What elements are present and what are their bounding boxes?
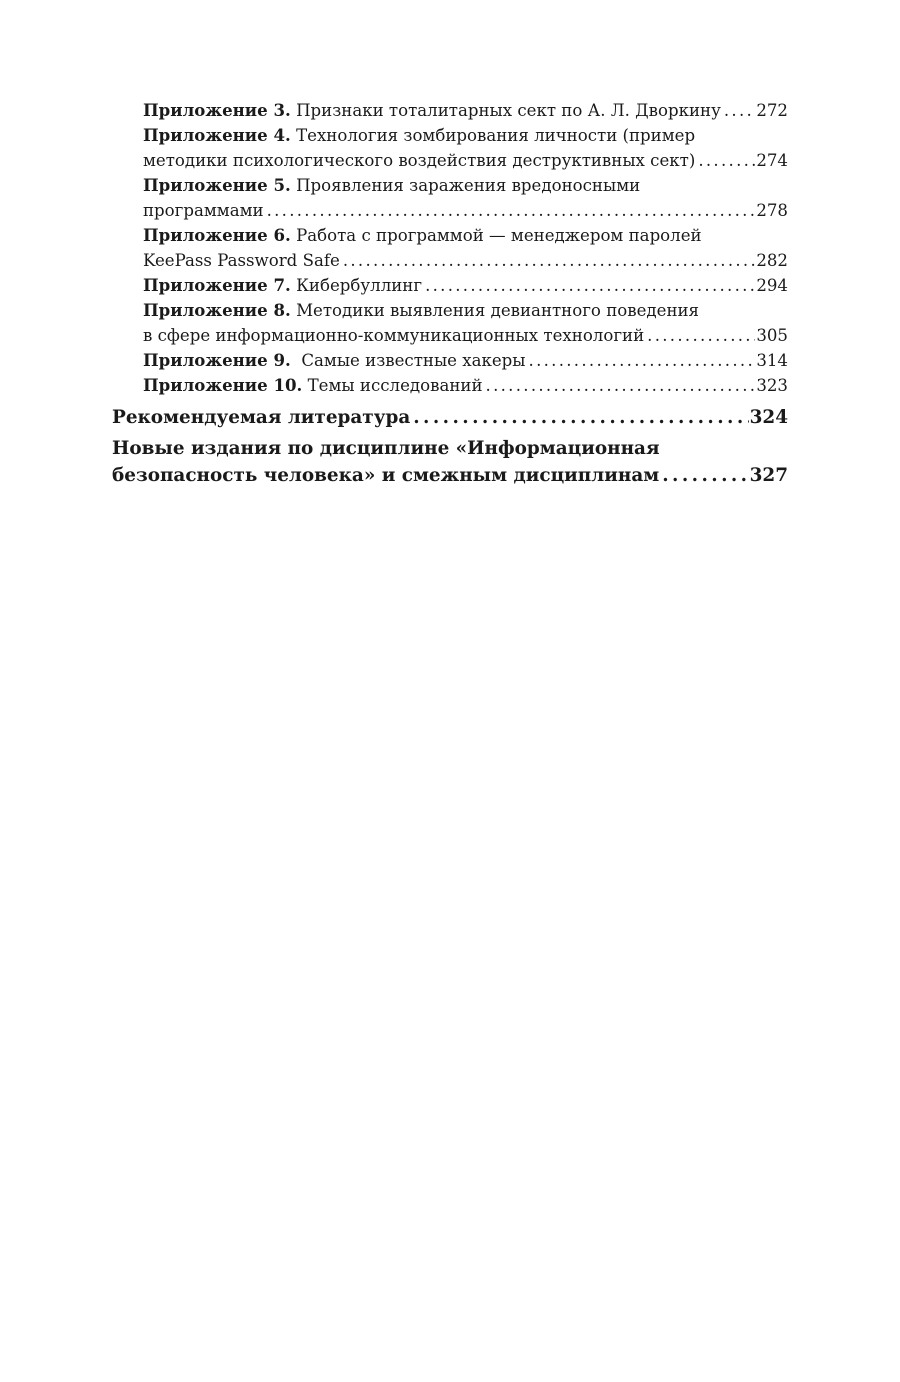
page-number: 324 (749, 407, 788, 428)
toc-line (143, 173, 788, 198)
leader-dots (529, 348, 756, 373)
section-title: Новые издания по дисциплине «Информационная (112, 438, 660, 459)
appendix-label: Приложение 6. (143, 225, 291, 245)
page-number: 272 (756, 101, 788, 120)
appendix-title-cont: программами (143, 201, 264, 220)
toc-entry-new-editions[interactable] (112, 435, 788, 489)
appendix-title: Методики выявления девиантного поведения (296, 301, 700, 320)
toc-line (143, 273, 788, 298)
leader-dots (698, 148, 755, 173)
page-number: 294 (756, 276, 788, 295)
leader-dots (724, 98, 755, 123)
appendix-label: Приложение 8. (143, 300, 291, 320)
toc-line (112, 404, 788, 431)
appendix-label: Приложение 5. (143, 175, 291, 195)
appendix-label: Приложение 4. (143, 125, 291, 145)
appendix-title-cont: KeePass Password Safe (143, 251, 340, 270)
appendix-title: Самые известные хакеры (296, 351, 526, 370)
leader-dots (662, 462, 748, 489)
appendix-label: Приложение 7. (143, 275, 291, 295)
leader-dots (413, 404, 748, 431)
toc-entry-recommended-literature[interactable] (112, 404, 788, 431)
toc-line (143, 223, 788, 248)
page-number: 274 (756, 151, 788, 170)
toc-line (143, 98, 788, 123)
page-number: 327 (749, 465, 788, 486)
toc-line (112, 462, 788, 489)
toc-line (143, 123, 788, 148)
page-number: 282 (756, 251, 788, 270)
appendix-label: Приложение 9. (143, 350, 291, 370)
page-number: 305 (756, 326, 788, 345)
appendix-title: Технология зомбирования личности (пример (296, 126, 696, 145)
toc-line (143, 248, 788, 273)
appendix-title-cont: в сфере информационно-коммуникационных технологий (143, 326, 645, 345)
appendix-label: Приложение 10. (143, 375, 303, 395)
toc-entry-appendix-9[interactable] (112, 348, 788, 373)
appendix-label: Приложение 3. (143, 100, 291, 120)
section-title: Рекомендуемая литература (112, 407, 411, 428)
page-number: 314 (756, 351, 788, 370)
toc-entry-appendix-8[interactable] (112, 298, 788, 348)
appendix-title: Проявления заражения вредоносными (296, 176, 641, 195)
appendix-title: Признаки тоталитарных сект по А. Л. Дворкину (296, 101, 721, 120)
leader-dots (486, 373, 756, 398)
page-number: 278 (756, 201, 788, 220)
page-number: 323 (756, 376, 788, 395)
section-title-cont: безопасность человека» и смежным дисциплинам (112, 465, 660, 486)
toc-line (143, 348, 788, 373)
appendix-title: Кибербуллинг (296, 276, 423, 295)
toc-entry-appendix-10[interactable] (112, 373, 788, 398)
toc-entry-appendix-5[interactable] (112, 173, 788, 223)
appendix-title: Работа с программой — менеджером паролей (296, 226, 702, 245)
leader-dots (267, 198, 756, 223)
toc-entry-appendix-7[interactable] (112, 273, 788, 298)
toc-line (143, 323, 788, 348)
leader-dots (343, 248, 756, 273)
toc-line (143, 198, 788, 223)
toc-line (143, 148, 788, 173)
toc-entry-appendix-6[interactable] (112, 223, 788, 273)
appendix-title-cont: методики психологического воздействия деструктивных сект) (143, 151, 696, 170)
toc-entry-appendix-4[interactable] (112, 123, 788, 173)
toc-line (143, 298, 788, 323)
appendix-title: Темы исследований (307, 376, 483, 395)
toc-line (143, 373, 788, 398)
toc-entry-appendix-3[interactable] (112, 98, 788, 123)
leader-dots (425, 273, 755, 298)
leader-dots (647, 323, 755, 348)
table-of-contents (112, 98, 788, 489)
